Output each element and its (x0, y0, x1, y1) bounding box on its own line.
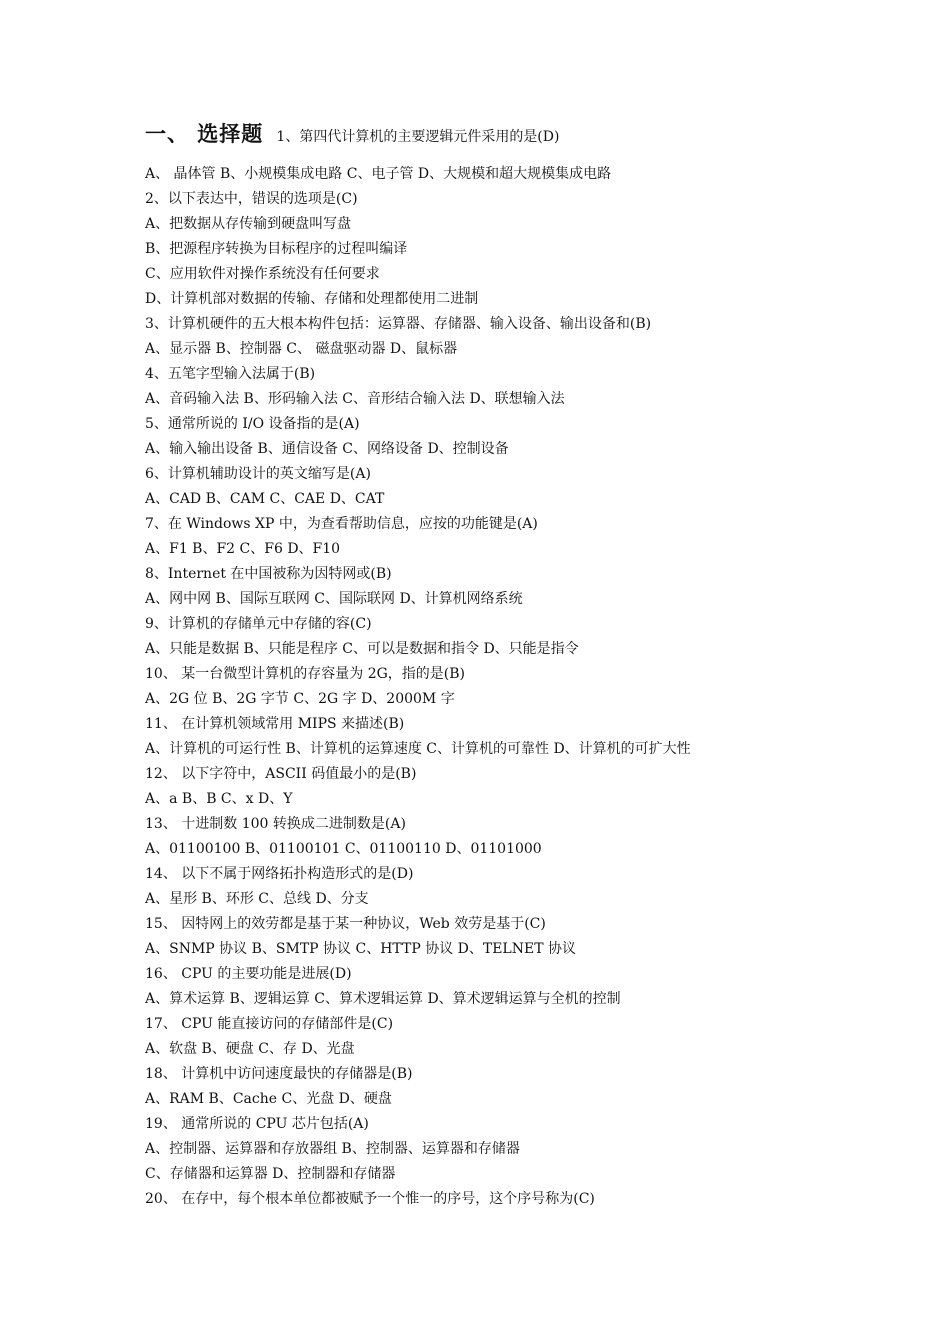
question-line: 12、 以下字符中，ASCII 码值最小的是(B) (145, 766, 417, 782)
question-line: A、a B、B C、x D、Y (145, 791, 293, 807)
question-line: A、显示器 B、控制器 C、 磁盘驱动器 D、鼠标器 (145, 341, 458, 357)
question-line: 11、 在计算机领域常用 MIPS 来描述(B) (145, 716, 405, 732)
question-line: 5、通常所说的 I/O 设备指的是(A) (145, 416, 360, 432)
question-line: A、01100100 B、01100101 C、01100110 D、01101000 (145, 841, 542, 857)
question-line: 14、 以下不属于网络拓扑构造形式的是(D) (145, 866, 414, 882)
question-line: A、控制器、运算器和存放器组 B、控制器、运算器和存储器 (145, 1141, 520, 1157)
section-title: 一、 选择题 (145, 121, 264, 146)
question-line: 17、 CPU 能直接访问的存储部件是(C) (145, 1016, 394, 1032)
question-line: 8、Internet 在中国被称为因特网或(B) (145, 566, 392, 582)
question-line: A、输入输出设备 B、通信设备 C、网络设备 D、控制设备 (145, 441, 509, 457)
question-line: 16、 CPU 的主要功能是进展(D) (145, 966, 352, 982)
question-line: A、SNMP 协议 B、SMTP 协议 C、HTTP 协议 D、TELNET 协议 (145, 941, 576, 957)
question-line: A、F1 B、F2 C、F6 D、F10 (145, 541, 341, 557)
question-line: A、星形 B、环形 C、总线 D、分支 (145, 891, 369, 907)
question-line: 9、计算机的存储单元中存储的容(C) (145, 616, 372, 632)
question-line: C、应用软件对操作系统没有任何要求 (145, 266, 380, 282)
question-line: A、软盘 B、硬盘 C、存 D、光盘 (145, 1041, 355, 1057)
question-line: A、CAD B、CAM C、CAE D、CAT (145, 491, 385, 507)
question-line: A、把数据从存传输到硬盘叫写盘 (145, 216, 352, 232)
question-line: 2、以下表达中，错误的选项是(C) (145, 191, 358, 207)
question-line: 6、计算机辅助设计的英文缩写是(A) (145, 466, 371, 482)
question-line: C、存储器和运算器 D、控制器和存储器 (145, 1166, 396, 1182)
question-line: D、计算机部对数据的传输、存储和处理都使用二进制 (145, 291, 479, 307)
question-line: A、 晶体管 B、小规模集成电路 C、电子管 D、大规模和超大规模集成电路 (145, 166, 612, 182)
question-line: A、网中网 B、国际互联网 C、国际联网 D、计算机网络系统 (145, 591, 523, 607)
question-1: 1、第四代计算机的主要逻辑元件采用的是(D) (276, 129, 560, 145)
question-line: A、算术运算 B、逻辑运算 C、算术逻辑运算 D、算术逻辑运算与全机的控制 (145, 991, 621, 1007)
question-line: 18、 计算机中访问速度最快的存储器是(B) (145, 1066, 413, 1082)
question-line: A、只能是数据 B、只能是程序 C、可以是数据和指令 D、只能是指令 (145, 641, 579, 657)
question-line: 13、 十进制数 100 转换成二进制数是(A) (145, 816, 406, 832)
question-line: 4、五笔字型输入法属于(B) (145, 366, 316, 382)
question-list (145, 162, 915, 1212)
question-line: A、RAM B、Cache C、光盘 D、硬盘 (145, 1091, 392, 1107)
question-line: 3、计算机硬件的五大根本构件包括：运算器、存储器、输入设备、输出设备和(B) (145, 316, 652, 332)
question-line: A、2G 位 B、2G 字节 C、2G 字 D、2000M 字 (145, 691, 455, 707)
question-line: A、计算机的可运行性 B、计算机的运算速度 C、计算机的可靠性 D、计算机的可扩大性 (145, 741, 691, 757)
question-line: A、音码输入法 B、形码输入法 C、音形结合输入法 D、联想输入法 (145, 391, 565, 407)
question-line: B、把源程序转换为目标程序的过程叫编译 (145, 241, 408, 257)
heading-row (145, 118, 905, 148)
question-line: 20、 在存中，每个根本单位都被赋予一个惟一的序号，这个序号称为(C) (145, 1191, 595, 1207)
question-line: 19、 通常所说的 CPU 芯片包括(A) (145, 1116, 369, 1132)
question-line: 10、 某一台微型计算机的存容量为 2G，指的是(B) (145, 666, 466, 682)
question-line: 7、在 Windows XP 中，为查看帮助信息，应按的功能键是(A) (145, 516, 538, 532)
question-line: 15、 因特网上的效劳都是基于某一种协议，Web 效劳是基于(C) (145, 916, 546, 932)
